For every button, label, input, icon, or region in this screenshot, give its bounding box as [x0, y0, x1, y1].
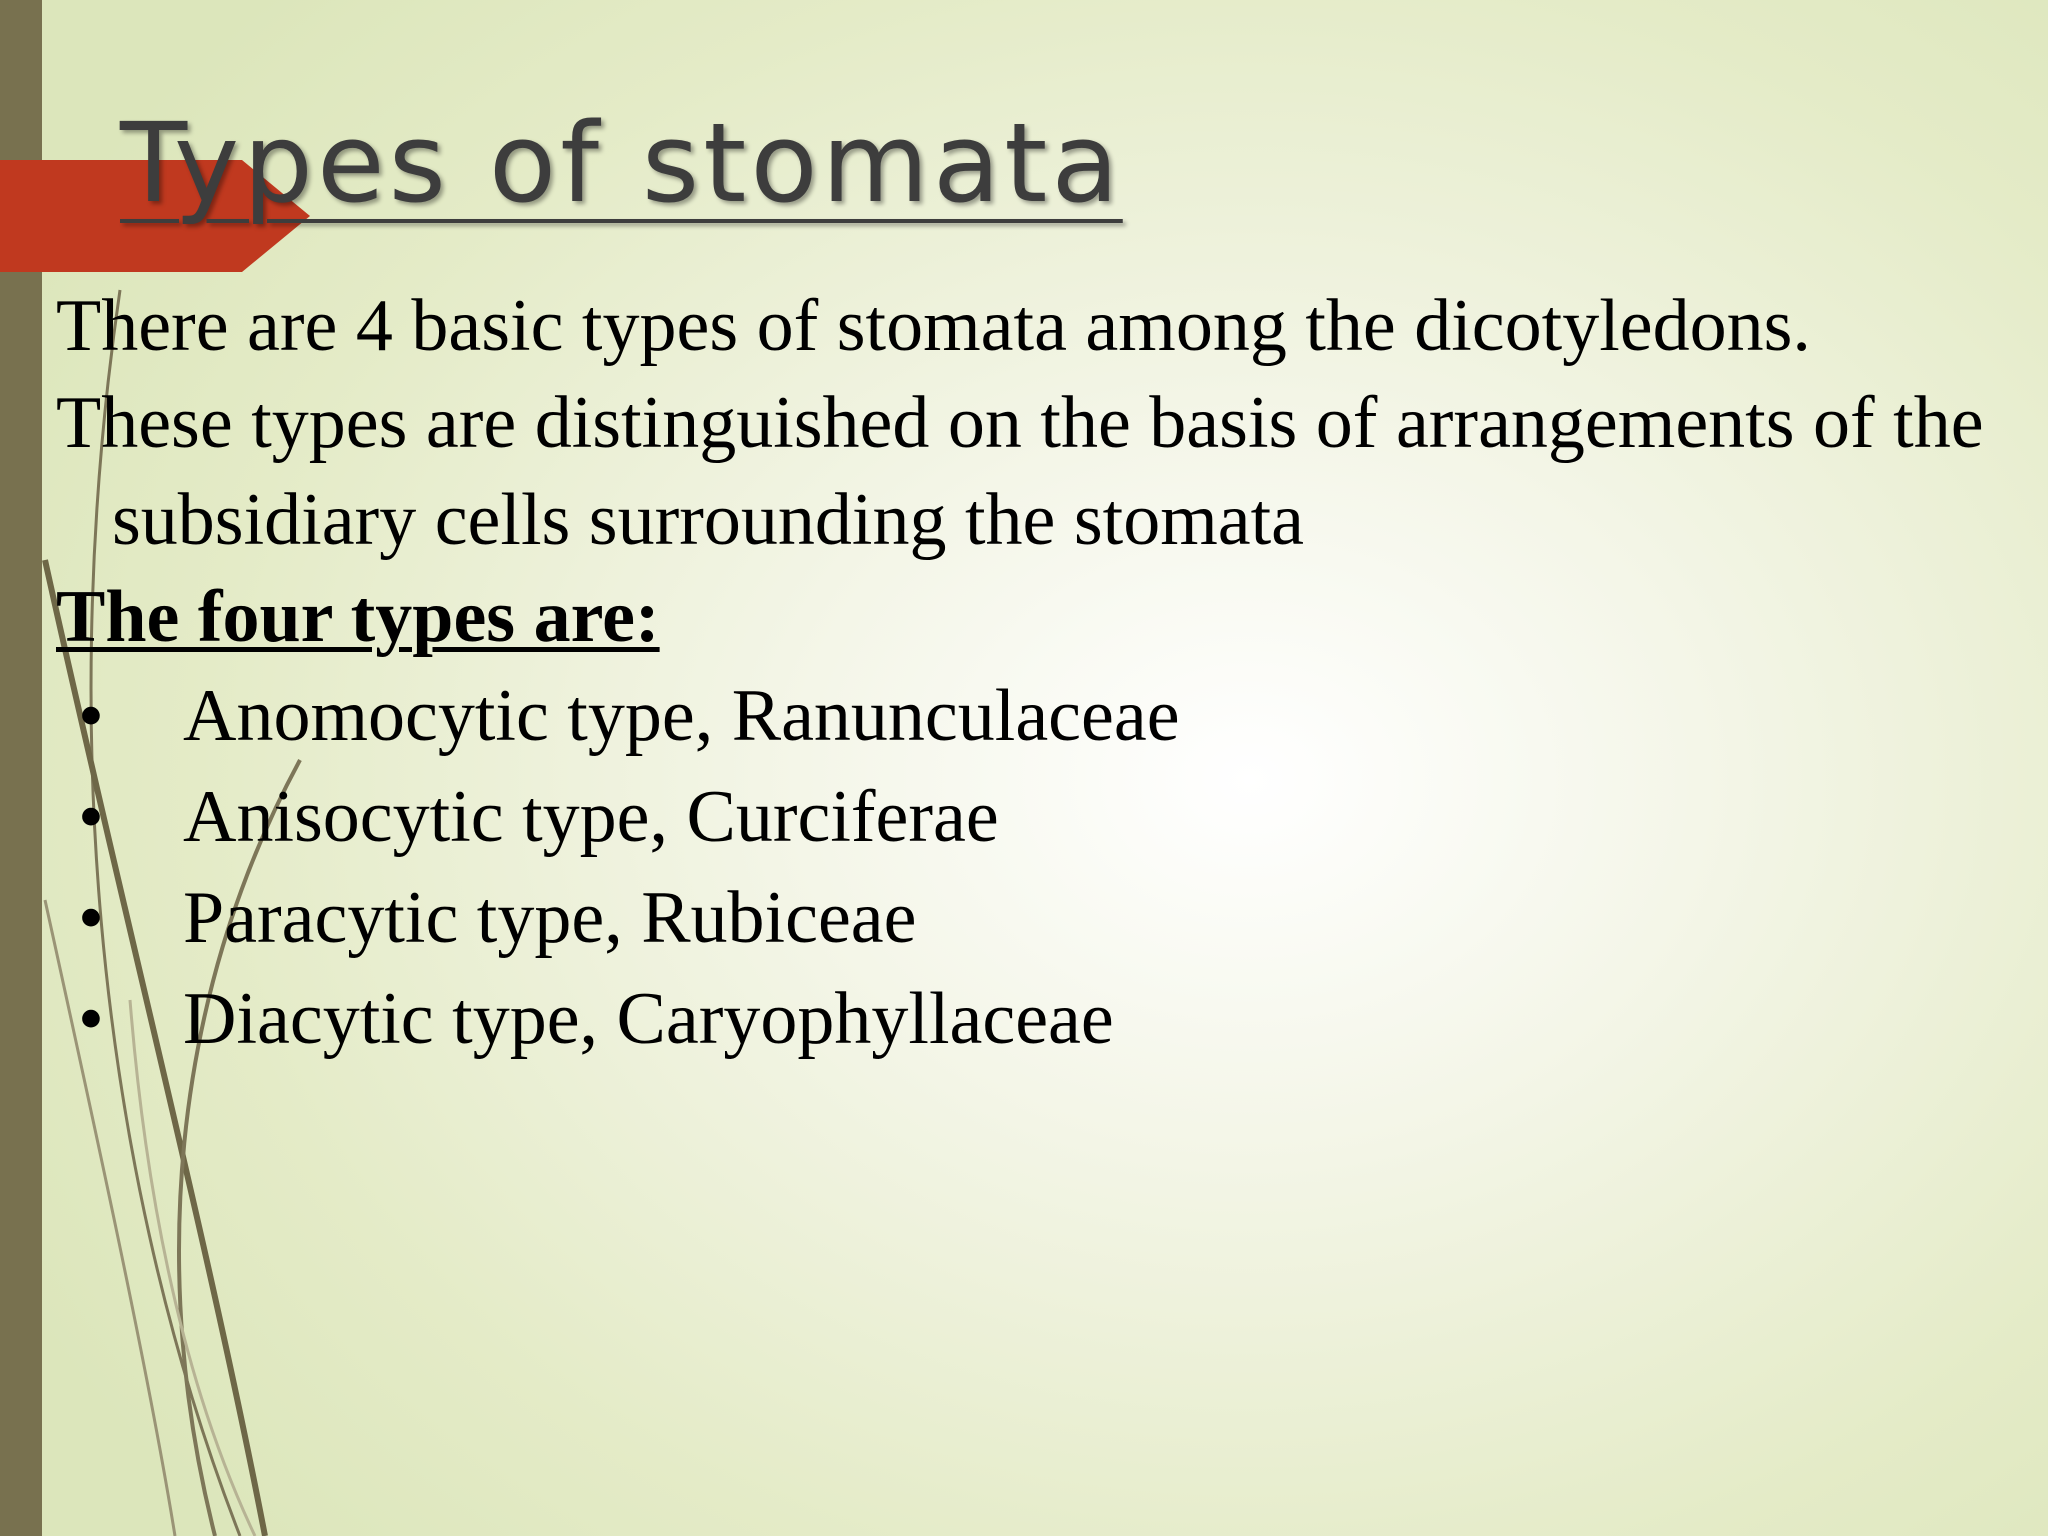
bullet-icon: • [78, 776, 104, 858]
list-item-text: Paracytic type, Rubiceae [183, 877, 917, 959]
list-item [56, 868, 2016, 969]
bullet-icon: • [78, 978, 104, 1060]
slide-content [56, 278, 2016, 1070]
slide-title: Types of stomata [120, 99, 1123, 227]
list-item-text: Diacytic type, Caryophyllaceae [183, 978, 1114, 1060]
stomata-types-list [56, 666, 2016, 1070]
list-item [56, 969, 2016, 1070]
list-item-text: Anisocytic type, Curciferae [183, 776, 999, 858]
list-item [56, 767, 2016, 868]
list-item [56, 666, 2016, 767]
intro-paragraph: There are 4 basic types of stomata among the dicotyledons. [56, 285, 1811, 367]
bullet-icon: • [78, 877, 104, 959]
list-item-text: Anomocytic type, Ranunculaceae [183, 675, 1180, 757]
basis-paragraph: These types are distinguished on the basis of arrangements of the subsidiary cells surrounding the stomata [56, 382, 1984, 561]
bullet-icon: • [78, 675, 104, 757]
list-heading: The four types are: [56, 576, 660, 658]
